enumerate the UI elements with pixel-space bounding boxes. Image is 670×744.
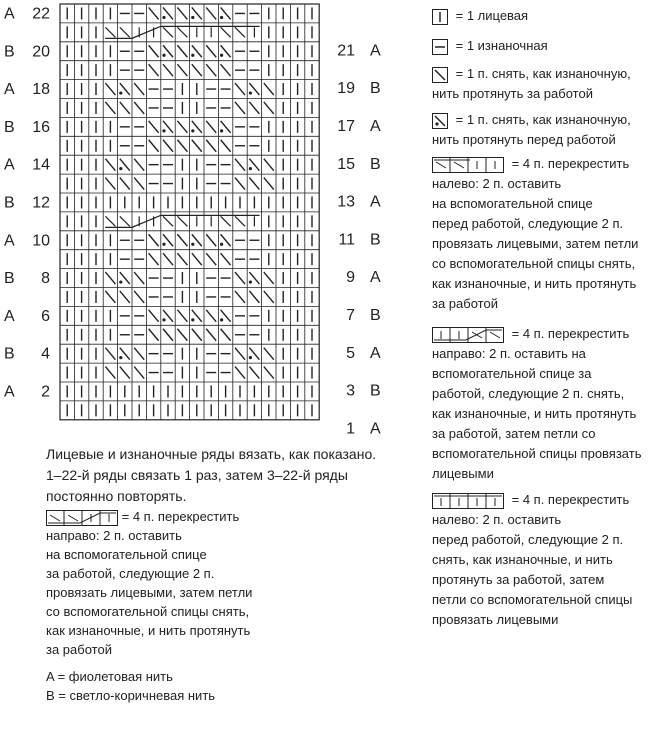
- slip-stitch: [249, 291, 259, 303]
- legend-cross2-line2: вспомогательной спице за: [432, 366, 592, 381]
- slip-stitch: [192, 140, 202, 152]
- row-yarn-label: A: [370, 420, 381, 438]
- row-number-label: 13: [337, 193, 355, 211]
- row-yarn-label: A: [4, 5, 15, 23]
- slip-stitch: [249, 102, 259, 114]
- note-cross4-line1: направо: 2 п. оставить: [46, 528, 182, 543]
- slip-front-dot: [162, 54, 165, 57]
- slip-stitch: [177, 45, 187, 57]
- cross-stitch: [163, 27, 173, 37]
- legend-cross2-line5: за работой, затем петли со: [432, 426, 596, 441]
- slip-stitch: [206, 45, 216, 57]
- slip-stitch: [163, 64, 173, 76]
- chart-grid: [60, 4, 319, 420]
- slip-front-dot: [249, 356, 252, 359]
- row-number-label: 10: [32, 232, 50, 250]
- row-yarn-label: B: [370, 80, 381, 98]
- slip-stitch: [120, 367, 130, 379]
- slip-stitch: [120, 291, 130, 303]
- legend-cross-right: [432, 324, 641, 484]
- slip-stitch: [235, 178, 245, 190]
- legend-slip-front-text-1: = 1 п. снять, как изнаночную,: [455, 112, 631, 127]
- slip-stitch: [235, 348, 245, 360]
- slip-stitch: [206, 7, 216, 19]
- slip-stitch: [120, 178, 130, 190]
- cross-right-slip-symbol-icon: [46, 510, 118, 526]
- slip-front-dot: [249, 167, 252, 170]
- slip-stitch: [206, 329, 216, 341]
- legend-cross3-line5: петли со вспомогательной спицы: [432, 592, 633, 607]
- legend-cross3-line4: протянуть за работой, затем: [432, 572, 605, 587]
- row-number-label: 5: [346, 344, 355, 362]
- slip-stitch: [134, 83, 144, 95]
- slip-stitch: [221, 140, 231, 152]
- row-number-label: 12: [32, 194, 50, 212]
- purl-symbol-icon: [432, 39, 448, 55]
- cross-stitch: [235, 27, 245, 37]
- legend-cross2-line4: как изнаночные, и нить протянуть: [432, 406, 637, 421]
- slip-stitch: [149, 253, 159, 265]
- slip-stitch: [149, 140, 159, 152]
- slip-stitch: [105, 159, 115, 171]
- slip-stitch: [235, 159, 245, 171]
- slip-stitch: [134, 178, 144, 190]
- knitting-chart: [0, 0, 440, 440]
- slip-stitch: [177, 329, 187, 341]
- row-number-label: 18: [32, 81, 50, 99]
- legend-cross2-line3: работой, следующие 2 п. снять,: [432, 386, 625, 401]
- slip-front-dot: [249, 280, 252, 283]
- row-number-label: 3: [346, 382, 355, 400]
- slip-stitch: [264, 367, 274, 379]
- row-number-label: 17: [337, 117, 355, 135]
- note-line-2: 1–22-й ряды связать 1 раз, затем 3–22-й ряды: [46, 467, 348, 483]
- slip-front-dot: [220, 54, 223, 57]
- slip-stitch: [264, 83, 274, 95]
- slip-front-dot: [162, 318, 165, 321]
- legend-cross1-line5: со вспомогательной спицы снять,: [432, 256, 636, 271]
- note-cross4-line2: на вспомогательной спице: [46, 547, 207, 562]
- row-yarn-label: A: [4, 81, 15, 99]
- row-number-label: 1: [346, 420, 355, 438]
- slip-front-dot: [191, 243, 194, 246]
- slip-stitch: [221, 253, 231, 265]
- legend-cross1-line3: перед работой, следующие 2 п.: [432, 216, 624, 231]
- row-yarn-label: A: [370, 193, 381, 211]
- row-labels-right: [337, 42, 381, 437]
- slip-stitch: [249, 178, 259, 190]
- legend-cross1-line1: налево: 2 п. оставить: [432, 176, 562, 191]
- row-number-label: 8: [41, 270, 50, 288]
- slip-stitch: [264, 348, 274, 360]
- note-line-1: Лицевые и изнаночные ряды вязать, как показано.: [46, 446, 377, 462]
- row-number-label: 15: [337, 155, 355, 173]
- slip-back-symbol-icon: [432, 67, 448, 83]
- row-yarn-label: B: [370, 306, 381, 324]
- slip-stitch: [105, 83, 115, 95]
- legend-slip-back-text-1: = 1 п. снять, как изнаночную,: [455, 66, 631, 81]
- legend-cross1-line4: провязать лицевыми, затем петли: [432, 236, 639, 251]
- note-cross4-line6: как изнаночные, и нить протянуть: [46, 623, 251, 638]
- slip-stitch: [149, 234, 159, 246]
- slip-stitch: [206, 310, 216, 322]
- cross-stitch: [105, 27, 115, 37]
- legend-cross3-line3: снять, как изнаночные, и нить: [432, 552, 613, 567]
- yarn-a-legend: A = фиолетовая нить: [46, 669, 173, 684]
- row-yarn-label: A: [4, 156, 15, 174]
- slip-stitch: [163, 140, 173, 152]
- slip-stitch: [177, 7, 187, 19]
- slip-stitch: [177, 64, 187, 76]
- row-number-label: 14: [32, 156, 50, 174]
- cross-stitch: [177, 27, 187, 37]
- legend-cross2-line7: лицевыми: [432, 466, 494, 481]
- slip-stitch: [105, 367, 115, 379]
- slip-stitch: [206, 121, 216, 133]
- slip-stitch: [105, 178, 115, 190]
- cross-stitch: [105, 216, 115, 226]
- row-yarn-label: A: [4, 307, 15, 325]
- legend-cross-left-2: [432, 490, 632, 630]
- legend-cross3-line1: налево: 2 п. оставить: [432, 512, 562, 527]
- slip-stitch: [149, 45, 159, 57]
- legend-slip-back: [432, 64, 631, 104]
- legend-cross2-line1: направо: 2 п. оставить на: [432, 346, 586, 361]
- slip-front-dot: [191, 54, 194, 57]
- note-cross4-line7: за работой: [46, 642, 112, 657]
- slip-front-dot: [162, 129, 165, 132]
- slip-stitch: [206, 140, 216, 152]
- instructions: [46, 444, 436, 705]
- slip-stitch: [177, 140, 187, 152]
- slip-stitch: [149, 329, 159, 341]
- slip-front-dot: [162, 16, 165, 19]
- row-yarn-label: A: [370, 117, 381, 135]
- slip-stitch: [177, 310, 187, 322]
- slip-front-dot: [191, 318, 194, 321]
- row-number-label: 11: [338, 231, 355, 249]
- slip-front-dot: [119, 356, 122, 359]
- legend-slip-back-text-2: нить протянуть за работой: [432, 86, 593, 101]
- note-cross4-line0: = 4 п. перекрестить: [121, 509, 240, 524]
- slip-stitch: [149, 7, 159, 19]
- row-yarn-label: A: [370, 42, 381, 60]
- legend-cross-right-2: [46, 507, 436, 659]
- slip-stitch: [192, 64, 202, 76]
- slip-stitch: [264, 178, 274, 190]
- slip-stitch: [192, 329, 202, 341]
- note-cross4-line3: за работой, следующие 2 п.: [46, 566, 215, 581]
- legend-purl: [432, 36, 548, 56]
- cross-stitch: [120, 216, 130, 226]
- slip-front-dot: [220, 129, 223, 132]
- legend-knit-text: = 1 лицевая: [455, 8, 529, 23]
- slip-stitch: [163, 253, 173, 265]
- slip-stitch: [134, 291, 144, 303]
- row-yarn-label: A: [4, 383, 15, 401]
- slip-stitch: [177, 121, 187, 133]
- slip-stitch: [235, 272, 245, 284]
- cross-stitch: [177, 216, 187, 226]
- row-yarn-label: A: [370, 269, 381, 287]
- cross-stitch: [163, 216, 173, 226]
- legend-knit: [432, 6, 528, 26]
- slip-front-dot: [191, 129, 194, 132]
- legend-cross2-line6: вспомогательной спицы провязать: [432, 446, 642, 461]
- slip-stitch: [105, 291, 115, 303]
- row-number-label: 2: [41, 383, 50, 401]
- cross-right-back-symbol-icon: [432, 327, 504, 343]
- row-yarn-label: B: [4, 270, 15, 288]
- row-yarn-label: B: [370, 231, 381, 249]
- slip-stitch: [235, 102, 245, 114]
- slip-stitch: [134, 367, 144, 379]
- slip-stitch: [264, 159, 274, 171]
- slip-stitch: [149, 310, 159, 322]
- slip-stitch: [221, 64, 231, 76]
- note-cross4-line5: со вспомогательной спицы снять,: [46, 604, 250, 619]
- note-cross4-line4: провязать лицевыми, затем петли: [46, 585, 253, 600]
- slip-stitch: [134, 102, 144, 114]
- row-yarn-label: B: [370, 382, 381, 400]
- slip-stitch: [134, 272, 144, 284]
- legend-cross2-line0: = 4 п. перекрестить: [511, 326, 630, 341]
- row-yarn-label: B: [4, 118, 15, 136]
- slip-front-dot: [119, 91, 122, 94]
- slip-stitch: [264, 102, 274, 114]
- row-number-label: 16: [32, 118, 50, 136]
- cross-stitch: [235, 216, 245, 226]
- slip-stitch: [221, 329, 231, 341]
- slip-stitch: [192, 253, 202, 265]
- slip-stitch: [235, 291, 245, 303]
- slip-stitch: [177, 234, 187, 246]
- slip-stitch: [264, 291, 274, 303]
- legend-cross1-line7: за работой: [432, 296, 498, 311]
- cross-stitch: [221, 216, 231, 226]
- row-number-label: 21: [337, 42, 355, 60]
- slip-stitch: [134, 348, 144, 360]
- row-number-label: 4: [41, 345, 50, 363]
- row-number-label: 9: [346, 269, 355, 287]
- slip-stitch: [177, 253, 187, 265]
- legend-cross1-line6: как изнаночные, и нить протянуть: [432, 276, 637, 291]
- cross-left-front-symbol-icon: [432, 493, 504, 509]
- row-yarn-label: B: [4, 345, 15, 363]
- cross-stitch: [120, 27, 130, 37]
- slip-front-dot: [220, 243, 223, 246]
- legend-cross1-line0: = 4 п. перекрестить: [511, 156, 630, 171]
- slip-stitch: [105, 102, 115, 114]
- legend-slip-front: [432, 110, 631, 150]
- slip-front-dot: [119, 280, 122, 283]
- slip-stitch: [120, 102, 130, 114]
- row-labels-left: [4, 5, 50, 400]
- slip-stitch: [235, 367, 245, 379]
- legend-purl-text: = 1 изнаночная: [455, 38, 548, 53]
- row-yarn-label: B: [370, 155, 381, 173]
- row-yarn-label: B: [4, 43, 15, 61]
- legend-cross1-line2: на вспомогательной спице: [432, 196, 593, 211]
- slip-front-symbol-icon: [432, 113, 448, 129]
- row-number-label: 19: [337, 80, 355, 98]
- legend-cross3-line0: = 4 п. перекрестить: [511, 492, 630, 507]
- row-number-label: 22: [32, 5, 50, 23]
- row-number-label: 20: [32, 43, 50, 61]
- legend-cross3-line6: провязать лицевыми: [432, 612, 559, 627]
- yarn-b-legend: B = светло-коричневая нить: [46, 688, 216, 703]
- slip-stitch: [105, 348, 115, 360]
- slip-front-dot: [220, 16, 223, 19]
- slip-stitch: [206, 234, 216, 246]
- row-yarn-label: A: [4, 232, 15, 250]
- row-number-label: 7: [346, 306, 355, 324]
- slip-stitch: [134, 159, 144, 171]
- slip-stitch: [206, 64, 216, 76]
- slip-stitch: [206, 253, 216, 265]
- slip-front-dot: [119, 167, 122, 170]
- note-line-3: постоянно повторять.: [46, 488, 187, 504]
- slip-front-dot: [162, 243, 165, 246]
- slip-stitch: [235, 83, 245, 95]
- slip-front-dot: [191, 16, 194, 19]
- slip-stitch: [249, 367, 259, 379]
- slip-stitch: [149, 121, 159, 133]
- cross-stitch: [221, 27, 231, 37]
- row-yarn-label: B: [4, 194, 15, 212]
- slip-stitch: [149, 64, 159, 76]
- row-number-label: 6: [41, 307, 50, 325]
- legend-cross-left-1: [432, 154, 638, 314]
- row-yarn-label: A: [370, 344, 381, 362]
- cross-left-back-symbol-icon: [432, 157, 504, 173]
- legend-cross3-line2: перед работой, следующие 2 п.: [432, 532, 624, 547]
- slip-front-dot: [220, 318, 223, 321]
- slip-stitch: [163, 329, 173, 341]
- slip-front-dot: [249, 91, 252, 94]
- slip-stitch: [264, 272, 274, 284]
- slip-stitch: [105, 272, 115, 284]
- legend-slip-front-text-2: нить протянуть перед работой: [432, 132, 616, 147]
- knit-symbol-icon: [432, 9, 448, 25]
